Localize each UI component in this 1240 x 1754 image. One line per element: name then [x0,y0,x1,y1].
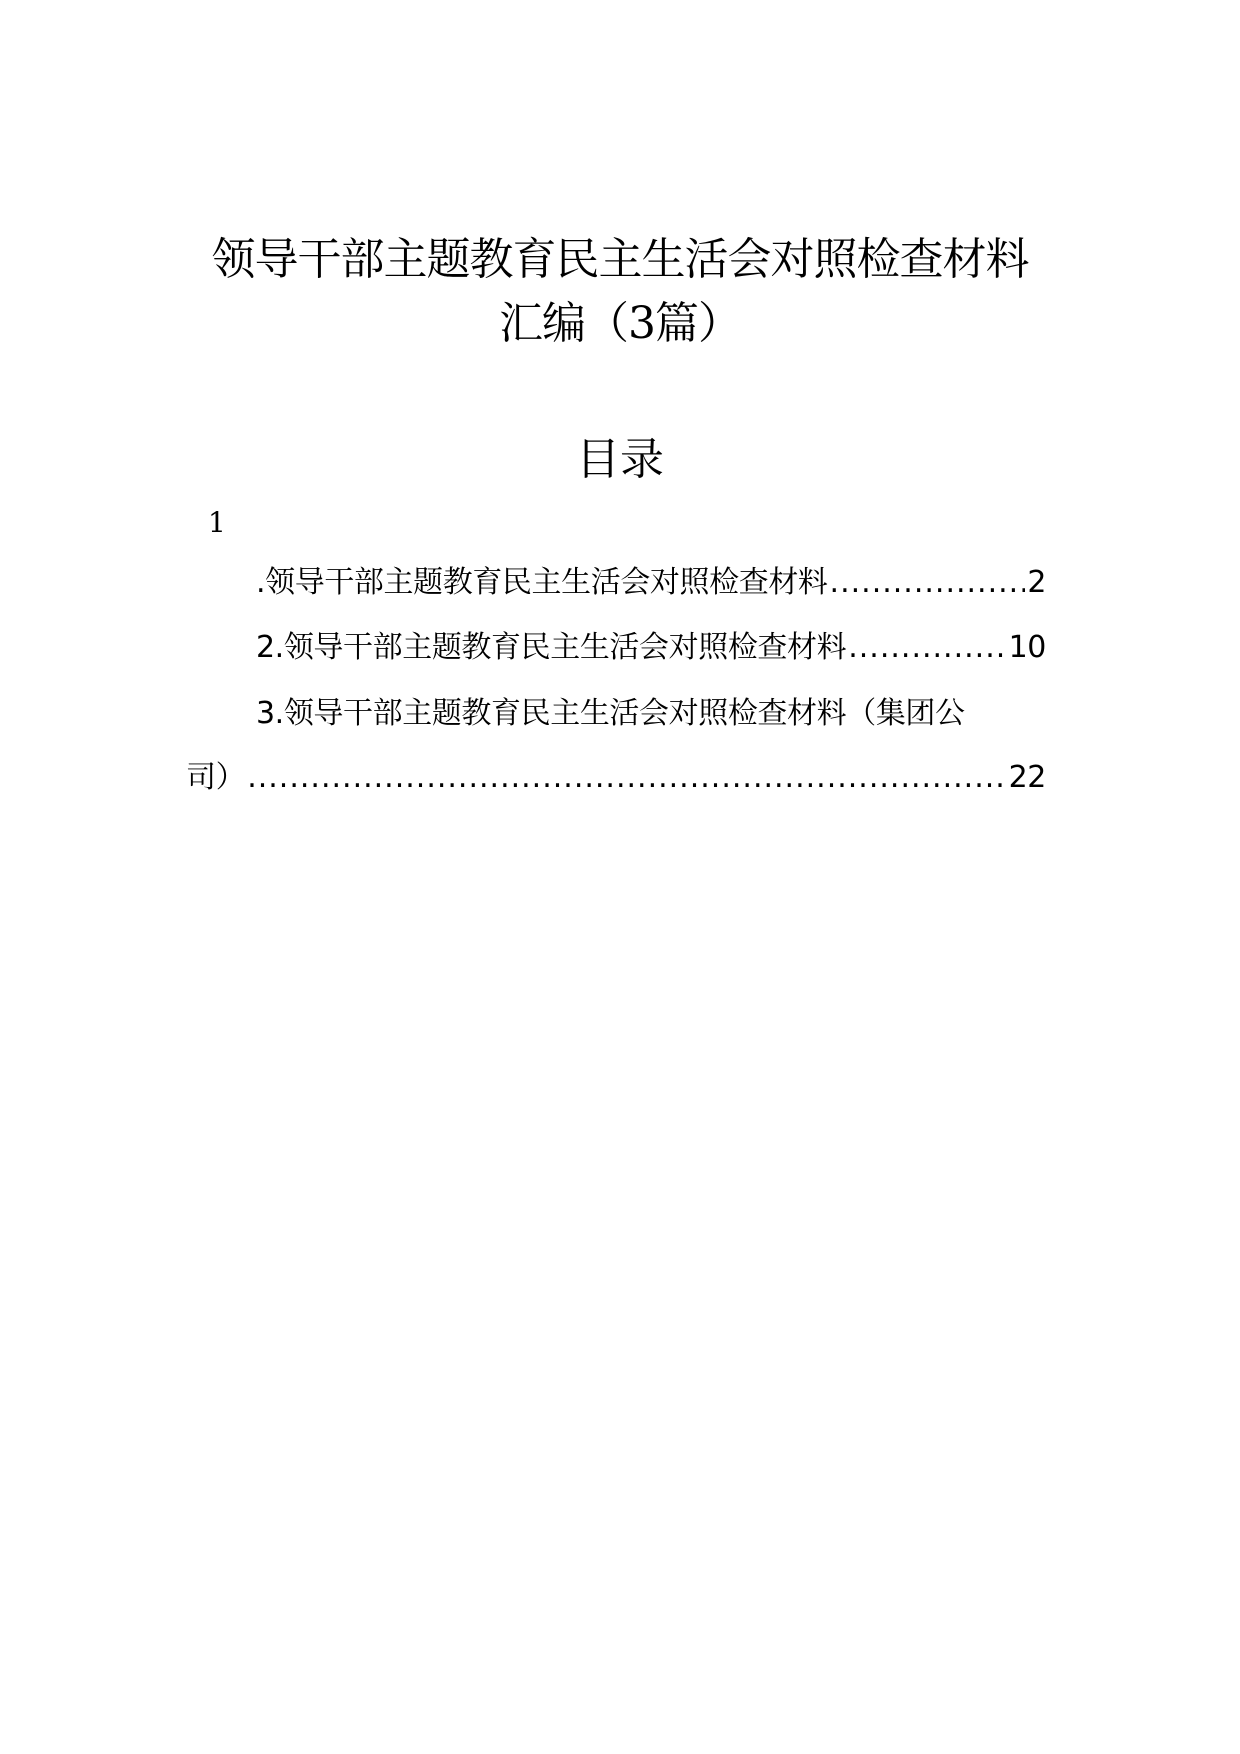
document-title-number: 3 [628,298,655,349]
toc-entry-text: 司） [186,760,246,795]
toc-entry-text: 2.领导干部主题教育民主生活会对照检查材料 [256,630,847,665]
toc-stray-number: 1 [208,506,226,539]
toc-entry-1[interactable] [256,563,1046,603]
toc-dot-leader [848,628,1006,668]
toc-dot-leader [247,758,1006,798]
toc-entry-2[interactable] [256,628,1046,668]
document-title-part1: 领导干部主题教育民主生活会对照检查材料汇编（ [211,234,1029,349]
toc-entry-text: 3.领导干部主题教育民主生活会对照检查材料（集团公 [256,696,965,731]
document-title [200,228,1040,356]
document-title-part2: 篇） [655,298,741,349]
toc-entry-3-continued[interactable] [186,758,1046,798]
toc-entry-page: 10 [1008,630,1046,665]
toc-dot-leader [830,563,1026,603]
toc-heading: 目录 [576,434,664,485]
toc-entry-text: .领导干部主题教育民主生活会对照检查材料 [256,565,828,600]
toc-entry-3[interactable] [256,694,1046,734]
toc-entry-page: 2 [1027,565,1046,600]
toc-entry-page: 22 [1008,760,1046,795]
